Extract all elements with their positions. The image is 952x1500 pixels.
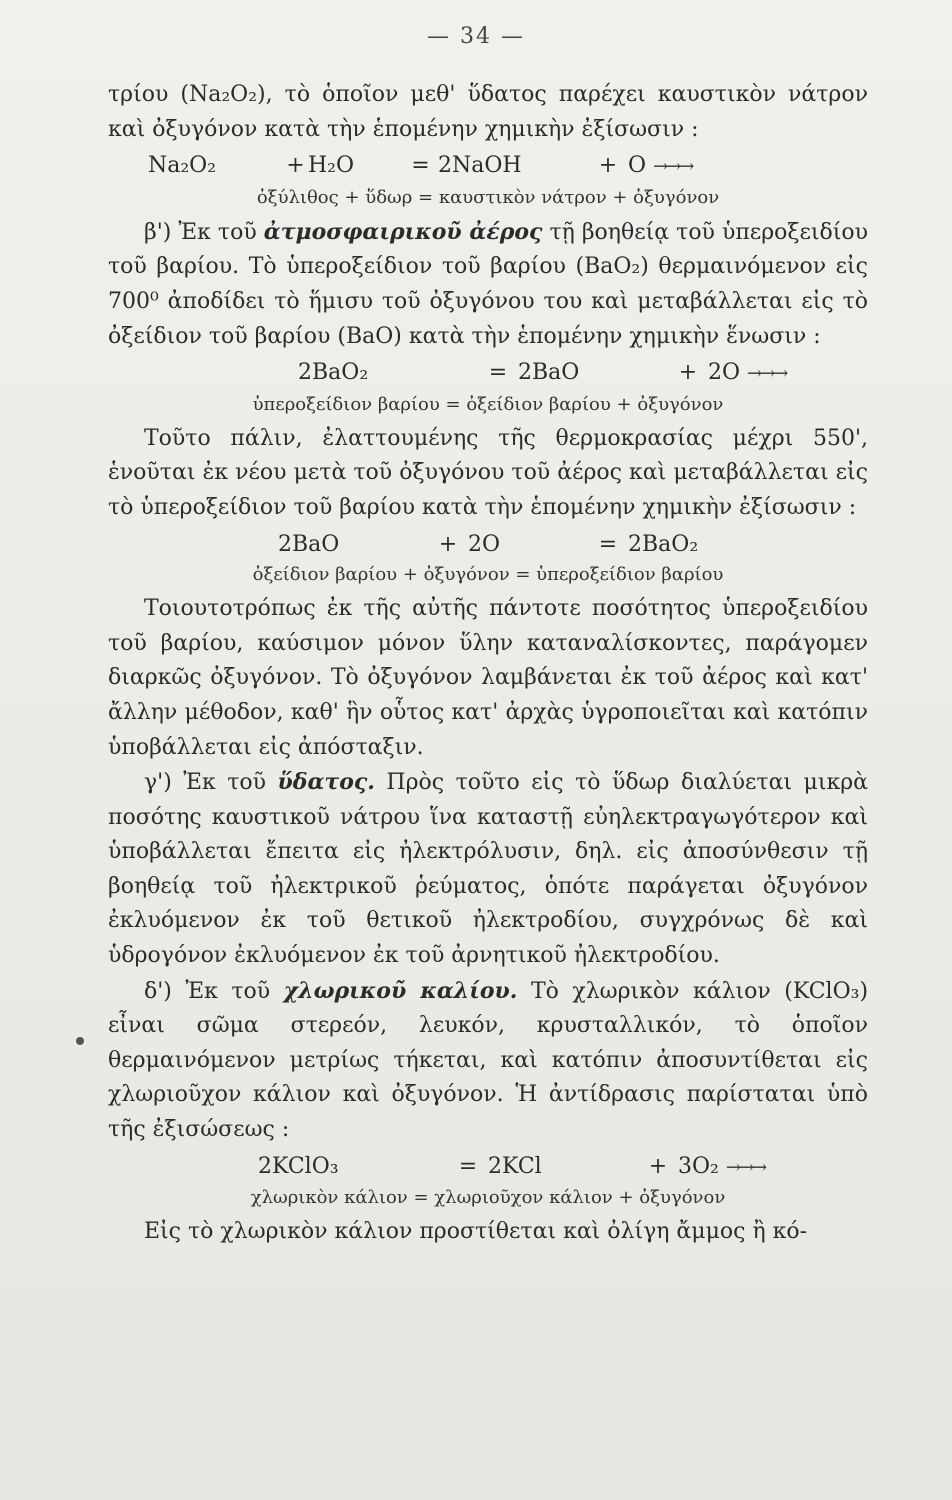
eq4-term-a: 2KClO₃ [258,1153,339,1179]
eq1-plus: + [286,153,305,179]
equation-2 [108,356,868,392]
eq1-plus-2: + [598,153,618,179]
arrow-icon: →→→ [653,156,693,178]
eq1-term-a: Na₂O₂ [148,153,217,179]
eq3-plus: + [438,531,458,557]
eq4-plus: + [648,1153,668,1179]
eq3-term-c: 2BaO₂ [628,531,699,557]
eq2-term-b: 2BaO [518,360,580,386]
eq4-equals: = [458,1153,478,1179]
eq3-equals: = [598,531,618,557]
eq1-term-b: H₂O [308,153,355,179]
eq2-term-c: 2O →→→ [708,360,787,386]
equation-2-caption: ὑπεροξείδιον βαρίου = ὀξείδιον βαρίου + ὀξυγόνον [252,393,724,415]
paragraph-1: τρίου (Na₂O₂), τὸ ὁποῖον μεθ' ὕδατος παρέχει καυστικὸν νάτρον καὶ ὀξυγόνον κατὰ τὴν ἑπομένην χημικὴν ἐξίσωσιν : [108,82,868,142]
arrow-icon: →→→ [725,1156,766,1178]
equation-3 [108,528,868,563]
equation-3-caption: ὀξείδιον βαρίου + ὀξυγόνον = ὑπεροξείδιον βαρίου [252,564,724,586]
eq4-term-b: 2KCl [488,1153,542,1179]
eq1-term-c: 2NaOH [438,153,522,179]
emphasis-water: ὕδατος. [277,769,375,796]
paragraph-6: δ') Ἐκ τοῦ χλωρικοῦ καλίου. Τὸ χλωρικὸν κάλιον (KClO₃) εἶναι σῶμα στερεόν, λευκόν, κρυσταλλικόν, τὸ ὁποῖον θερμαινόμενον μετρίως τήκεται, καὶ κατόπιν ἀποσυντίθεται εἰς χλωριοῦχον κάλιον καὶ ὀξυγόνον. Ἡ ἀντίδρασις παρίσταται ὑπὸ τῆς ἐξισώσεως : [108,977,869,1143]
margin-mark [76,1037,84,1045]
page-number: — 34 — [427,24,525,49]
eq2-plus: + [678,360,698,386]
eq4-term-c: 3O₂ →→→ [678,1153,766,1179]
paragraph-7: Εἰς τὸ χλωρικὸν κάλιον προστίθεται καὶ ὀλίγη ἄμμος ἢ κό- [144,1219,808,1245]
eq3-term-a: 2BaO [278,531,340,557]
page-body [108,78,868,1250]
equation-4-caption: χλωρικὸν κάλιον = χλωριοῦχον κάλιον + ὀξυγόνον [250,1187,726,1209]
eq2-equals: = [488,360,508,386]
paragraph-4: Τοιουτοτρόπως ἐκ τῆς αὐτῆς πάντοτε ποσότητος ὑπεροξειδίου τοῦ βαρίου, καύσιμον μόνον ὕλην καταναλίσκοντες, παράγομεν διαρκῶς ὀξυγόνον. Τὸ ὀξυγόνον λαμβάνεται ἐκ τοῦ ἀέρος καὶ κατ' ἄλλην μέθοδον, καθ' ἣν οὗτος κατ' ἀρχὰς ὑγροποιεῖται καὶ κατόπιν ὑποβάλλεται εἰς ἀπόσταξιν. [108,596,868,760]
eq3-term-b: 2O [468,531,501,557]
eq2-term-a: 2BaO₂ [298,360,369,386]
eq1-term-d: O →→→ [628,153,693,179]
emphasis-potassium-chlorate: χλωρικοῦ καλίου. [283,977,518,1004]
emphasis-atmospheric-air: ἀτμοσφαιρικοῦ ἀέρος [263,218,543,245]
paragraph-3: Τοῦτο πάλιν, ἐλαττουμένης τῆς θερμοκρασίας μέχρι 550', ἑνοῦται ἐκ νέου μετὰ τοῦ ὀξυγόνου τοῦ ἀέρος καὶ μεταβάλλεται εἰς τὸ ὑπεροξείδιον τοῦ βαρίου κατὰ τὴν ἑπομένην χημικὴν ἐξίσωσιν : [108,425,868,520]
equation-1 [108,149,868,185]
paragraph-2: β') Ἐκ τοῦ ἀτμοσφαιρικοῦ ἀέρος τῇ βοηθείᾳ τοῦ ὑπεροξειδίου τοῦ βαρίου. Τὸ ὑπεροξείδιον τοῦ βαρίου (BaO₂) θερμαινόμενον εἰς 700⁰ ἀποδίδει τὸ ἥμισυ τοῦ ὀξυγόνου του καὶ μεταβάλλεται εἰς τὸ ὀξείδιον τοῦ βαρίου (BaO) κατὰ τὴν ἑπομένην χημικὴν ἕνωσιν : [108,218,869,349]
equation-1-caption: ὀξύλιθος + ὕδωρ = καυστικὸν νάτρον + ὀξυγόνον [256,186,720,208]
paragraph-5: γ') Ἐκ τοῦ ὕδατος. Πρὸς τοῦτο εἰς τὸ ὕδωρ διαλύεται μικρὰ ποσότης καυστικοῦ νάτρου ἵνα καταστῇ εὐηλεκτραγωγότερον καὶ ὑποβάλλεται ἔπειτα εἰς ἠλεκτρόλυσιν, δηλ. εἰς ἀποσύνθεσιν τῇ βοηθείᾳ τοῦ ἠλεκτρικοῦ ῥεύματος, ὁπότε παράγεται ὀξυγόνον ἐκλυόμενον ἐκ τοῦ θετικοῦ ἠλεκτροδίου, συγχρόνως δὲ καὶ ὑδρογόνον ἐκλυόμενον ἐκ τοῦ ἀρνητικοῦ ἠλεκτροδίου. [108,769,868,969]
equation-4 [108,1150,868,1186]
arrow-icon: →→→ [747,363,787,385]
eq1-equals: = [411,153,430,179]
